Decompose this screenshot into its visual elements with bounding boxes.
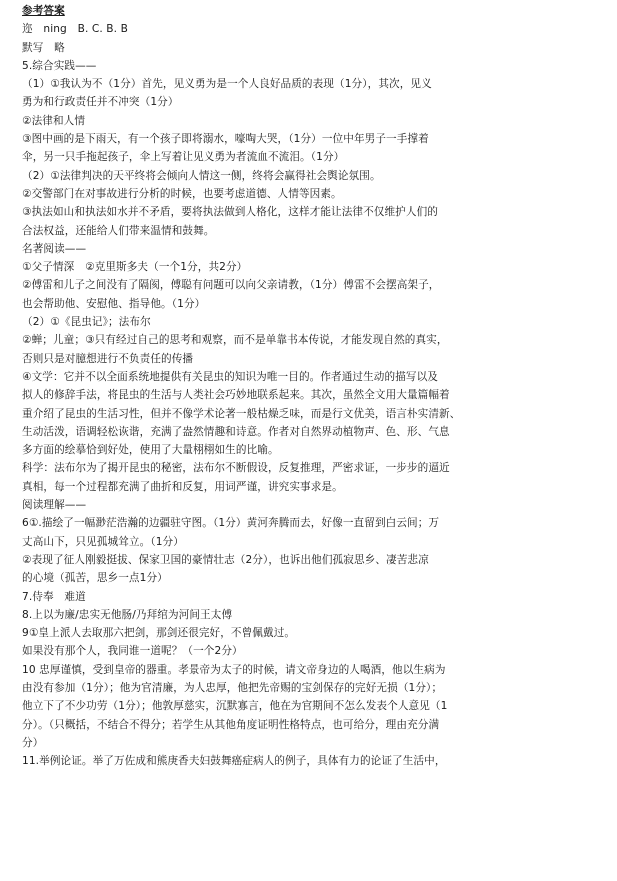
answer-line: 伞，另一只手拖起孩子，伞上写着让见义勇为者流血不流泪。（1分） — [22, 151, 345, 164]
answer-line: ①父子情深 ②克里斯多夫（一个1分，共2分） — [22, 261, 248, 274]
answer-line: 名著阅读—— — [22, 242, 87, 255]
answer-line: 分）。（只概括，不结合不得分；若学生从其他角度证明性格特点，也可给分，理由充分满 — [22, 718, 440, 731]
answer-line: ④文学：它并不以全面系统地提供有关昆虫的知识为唯一目的。作者通过生动的描写以及 — [22, 370, 438, 383]
answer-line: ②交警部门在对事故进行分析的时候，也要考虑道德、人情等因素。 — [22, 187, 342, 200]
answer-line: 分） — [22, 736, 44, 749]
answer-line: 重介绍了昆虫的生活习性，但并不像学术论著一般枯燥乏味，而是行文优美，语言朴实清新、 — [22, 407, 461, 420]
answer-line: 阅读理解—— — [22, 499, 87, 512]
answer-line: 勇为和行政责任并不冲突（1分） — [22, 96, 179, 109]
answer-line: （1）①我认为不（1分）首先，见义勇为是一个人良好品质的表现（1分），其次，见义 — [22, 78, 432, 91]
answer-line: ②表现了征人刚毅挺拔、保家卫国的豪情壮志（2分），也诉出他们孤寂思乡、凄苦悲凉 — [22, 553, 429, 566]
answer-line: 拟人的修辞手法，将昆虫的生活与人类社会巧妙地联系起来。其次，虽然全文用大量篇幅着 — [22, 389, 450, 402]
answer-line: 丈高山下，只见孤城耸立。（1分） — [22, 535, 184, 548]
answer-line: 11.举例论证。举了万佐成和熊庚香夫妇鼓舞癌症病人的例子，具体有力的论证了生活中， — [22, 755, 446, 768]
answer-line: 否则只是对臆想进行不负责任的传播 — [22, 352, 194, 365]
answer-line: 也会帮助他、安慰他、指导他。（1分） — [22, 297, 206, 310]
answer-line: 10 忠厚谨慎，受到皇帝的器重。孝景帝为太子的时候，请文帝身边的人喝酒，他以生病为 — [22, 663, 446, 676]
answer-line: 8.上以为廉/忠实无他肠/乃拜绾为河间王太傅 — [22, 608, 233, 621]
answer-line: 生动活泼，语调轻松诙谐，充满了盎然情趣和诗意。作者对自然界动植物声、色、形、气息 — [22, 425, 450, 438]
answer-line: 多方面的绘摹恰到好处，使用了大量栩栩如生的比喻。 — [22, 444, 279, 457]
answer-line: 7.侍奉 难道 — [22, 590, 86, 603]
answer-line: 科学：法布尔为了揭开昆虫的秘密，法布尔不断假设，反复推理，严密求证，一步步的逼近 — [22, 462, 450, 475]
answer-line: 9①皇上派人去取那六把剑，那剑还很完好，不曾佩戴过。 — [22, 627, 296, 640]
answer-lines — [22, 20, 607, 770]
answer-line: 5.综合实践—— — [22, 59, 97, 72]
answer-line: ②傅雷和儿子之间没有了隔阂，傅聪有问题可以向父亲请教，（1分）傅雷不会摆高架子， — [22, 279, 440, 292]
answer-line: （2）①《昆虫记》；法布尔 — [22, 316, 151, 329]
answer-line: 由没有参加（1分）；他为官清廉，为人忠厚，他把先帝赐的宝剑保存的完好无损（1分）； — [22, 681, 443, 694]
answer-line: 的心境（孤苦，思乡一点1分） — [22, 572, 168, 585]
answer-line: ②法律和人情 — [22, 114, 86, 127]
answer-line: 真相，每一个过程都充满了曲折和反复，用词严谨，讲究实事求是。 — [22, 480, 343, 493]
answer-line: 6①.描绘了一幅渺茫浩瀚的边疆驻守图。（1分）黄河奔腾而去，好像一直留到白云间；万 — [22, 517, 440, 530]
answer-line: （2）①法律判决的天平终将会倾向人情这一侧，终将会赢得社会舆论氛围。 — [22, 169, 381, 182]
answer-line: 迩 ning B. C. B. B — [22, 23, 128, 36]
answer-line: 合法权益，还能给人们带来温情和鼓舞。 — [22, 224, 215, 237]
answer-line: ③执法如山和执法如水并不矛盾，要将执法做到人格化，这样才能让法律不仅维护人们的 — [22, 206, 438, 219]
answer-line: ③图中画的是下雨天，有一个孩子即将溺水，嚎啕大哭，（1分）一位中年男子一手撑着 — [22, 133, 429, 146]
answer-line: 他立下了不少功劳（1分）；他敦厚慈实，沉默寡言，他在为官期间不怎么发表个人意见（1 — [22, 700, 448, 713]
answer-line: 如果没有那个人，我同谁一道呢？（一个2分） — [22, 645, 243, 658]
answer-line: 默写 略 — [22, 41, 65, 54]
answer-key-document — [22, 2, 607, 770]
answer-line: ②蝉；儿童；③只有经过自己的思考和观察，而不是单靠书本传说，才能发现自然的真实， — [22, 334, 448, 347]
document-title: 参考答案 — [22, 5, 65, 17]
